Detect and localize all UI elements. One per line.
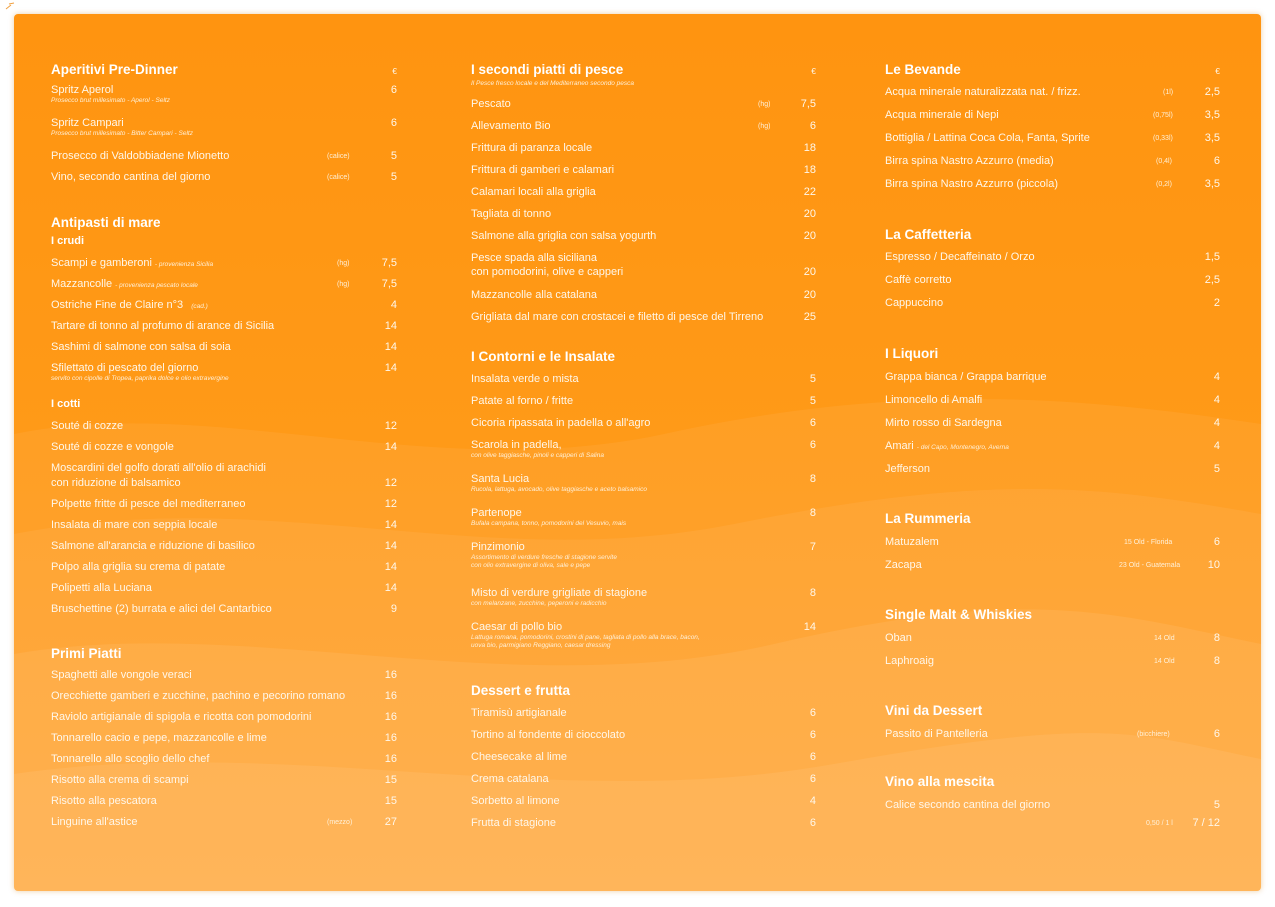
item-price: 8 — [809, 587, 816, 599]
item-description: Prosecco brut millesimato - Aperol - Seltz — [51, 97, 170, 104]
item-name: Salmone alla griglia con salsa yogurth — [471, 230, 657, 242]
item-unit: 14 Old — [1154, 658, 1175, 665]
item-note: - provenienza pescato locale — [115, 282, 198, 289]
item-unit: (0,4l) — [1156, 158, 1172, 165]
item-name: Risotto alla pescatora — [51, 795, 157, 807]
item-price: 2,5 — [1204, 274, 1220, 286]
item-name: Misto di verdure grigliate di stagione — [471, 587, 648, 599]
item-price: 9 — [390, 603, 397, 615]
item-price: 6 — [809, 773, 816, 785]
item-unit: (calice) — [327, 153, 350, 160]
item-name: Vino, secondo cantina del giorno — [51, 171, 211, 183]
item-name: Prosecco di Valdobbiadene Mionetto — [51, 150, 230, 162]
item-price: 25 — [803, 311, 816, 323]
item-name: Zacapa — [885, 559, 922, 571]
item-price: 6 — [809, 707, 816, 719]
item-price: 14 — [803, 621, 816, 633]
section-title: I Liquori — [885, 346, 939, 361]
item-description: Prosecco brut millesimato - Bitter Campari - Seltz — [51, 130, 193, 137]
item-name: Sashimi di salmone con salsa di soia — [51, 341, 231, 353]
item-description: Bufala campana, tonno, pomodorini del Vesuvio, mais — [471, 520, 627, 527]
item-description: servito con cipolle di Tropea, paprika dolce e olio extravergine — [51, 375, 229, 382]
item-price: 6 — [390, 117, 397, 129]
item-unit: 23 Old - Guatemala — [1119, 562, 1181, 569]
item-name: Orecchiette gamberi e zucchine, pachino e pecorino romano — [51, 690, 346, 702]
item-unit: (mezzo) — [327, 819, 353, 826]
item-name: Linguine all'astice — [51, 816, 138, 828]
item-price: 5 — [809, 373, 816, 385]
item-name: Acqua minerale naturalizzata nat. / frizz. — [885, 86, 1081, 98]
item-price: 5 — [390, 150, 397, 162]
item-name-line2: con pomodorini, olive e capperi — [471, 266, 624, 278]
item-description: Rucola, lattuga, avocado, olive taggiasche e aceto balsamico — [471, 486, 647, 493]
item-price: 7 / 12 — [1192, 817, 1220, 829]
item-unit: 0,50 / 1 l — [1146, 820, 1173, 827]
item-price: 5 — [809, 395, 816, 407]
item-name: Spaghetti alle vongole veraci — [51, 669, 192, 681]
item-price: 2 — [1213, 297, 1220, 309]
item-price: 8 — [809, 473, 816, 485]
item-name: Calice secondo cantina del giorno — [885, 799, 1051, 811]
item-price: 20 — [803, 289, 816, 301]
item-name: Souté di cozze — [51, 420, 124, 432]
currency-symbol: € — [1215, 66, 1220, 76]
item-description: con olive taggiasche, pinoli e capperi di Salina — [471, 452, 604, 459]
item-note: (cad.) — [191, 303, 208, 310]
item-name: Santa Lucia — [471, 473, 530, 485]
item-name: Sorbetto al limone — [471, 795, 560, 807]
item-price: 14 — [384, 362, 397, 374]
item-name: Tagliata di tonno — [471, 208, 552, 220]
item-name: Frittura di paranza locale — [471, 142, 593, 154]
menu-sheet — [14, 14, 1261, 891]
item-price: 14 — [384, 582, 397, 594]
item-price: 8 — [809, 507, 816, 519]
item-price: 20 — [803, 208, 816, 220]
item-price: 6 — [809, 817, 816, 829]
item-name: Acqua minerale di Nepi — [885, 109, 999, 121]
item-name: Limoncello di Amalfi — [885, 394, 983, 406]
item-name: Mazzancolle alla catalana — [471, 289, 597, 301]
item-price: 14 — [384, 341, 397, 353]
item-name: Scarola in padella, — [471, 439, 562, 451]
item-name: Polipetti alla Luciana — [51, 582, 152, 594]
item-price: 2,5 — [1204, 86, 1220, 98]
subsection-title: I crudi — [51, 235, 85, 247]
item-price: 18 — [803, 164, 816, 176]
item-price: 1,5 — [1204, 251, 1220, 263]
item-price: 18 — [803, 142, 816, 154]
item-name: Patate al forno / fritte — [471, 395, 574, 407]
item-price: 3,5 — [1204, 109, 1220, 121]
item-note: - del Capo, Montenegro, Averna — [916, 444, 1009, 451]
item-name: Raviolo artigianale di spigola e ricotta con pomodorini — [51, 711, 312, 723]
item-name: Partenope — [471, 507, 522, 519]
item-price: 5 — [1213, 799, 1220, 811]
item-price: 6 — [1213, 728, 1220, 740]
item-name: Grigliata dal mare con crostacei e filetto di pesce del Tirreno — [471, 311, 764, 323]
item-name: Birra spina Nastro Azzurro (media) — [885, 155, 1054, 167]
item-name: Tonnarello cacio e pepe, mazzancolle e lime — [51, 732, 267, 744]
item-name: Grappa bianca / Grappa barrique — [885, 371, 1047, 383]
item-unit: (calice) — [327, 174, 350, 181]
item-price: 6 — [809, 751, 816, 763]
item-name: Amari - del Capo, Montenegro, Averna — [885, 440, 1009, 452]
item-name: Caffè corretto — [885, 274, 952, 286]
item-name: Tonnarello allo scoglio dello chef — [51, 753, 210, 765]
item-price: 4 — [1213, 394, 1220, 406]
item-price: 20 — [803, 230, 816, 242]
item-name: Insalata verde o mista — [471, 373, 579, 385]
item-name: Mazzancolle - provenienza pescato locale — [51, 278, 198, 290]
section-title: I secondi piatti di pesce — [471, 62, 624, 77]
item-description: con melanzane, zucchine, peperoni e radicchio — [471, 600, 607, 607]
section-title: Single Malt & Whiskies — [885, 607, 1033, 622]
item-unit: 15 Old - Florida — [1124, 539, 1173, 546]
item-price: 6 — [1213, 155, 1220, 167]
item-name: Scampi e gamberoni - provenienza Sicilia — [51, 257, 214, 269]
item-price: 14 — [384, 561, 397, 573]
item-unit: 14 Old — [1154, 635, 1175, 642]
item-name: Tortino al fondente di cioccolato — [471, 729, 626, 741]
item-name: Oban — [885, 632, 912, 644]
item-name: Tiramisù artigianale — [471, 707, 567, 719]
item-name: Salmone all'arancia e riduzione di basilico — [51, 540, 255, 552]
item-price: 7 — [809, 541, 816, 553]
item-name: Matuzalem — [885, 536, 939, 548]
item-name: Cappuccino — [885, 297, 944, 309]
item-price: 6 — [390, 84, 397, 96]
item-unit: (bicchiere) — [1137, 731, 1170, 738]
item-price: 7,5 — [381, 257, 397, 269]
item-name: Cheesecake al lime — [471, 751, 567, 763]
item-name: Espresso / Decaffeinato / Orzo — [885, 251, 1035, 263]
item-name: Risotto alla crema di scampi — [51, 774, 189, 786]
item-price: 6 — [809, 120, 816, 132]
item-description-line2: con olio extravergine di oliva, sale e pepe — [471, 562, 591, 569]
item-price: 4 — [1213, 417, 1220, 429]
item-price: 16 — [384, 669, 397, 681]
item-price: 14 — [384, 540, 397, 552]
item-name: Pinzimonio — [471, 541, 525, 553]
item-name: Tartare di tonno al profumo di arance di Sicilia — [51, 320, 275, 332]
item-name: Calamari locali alla griglia — [471, 186, 596, 198]
item-price: 12 — [384, 498, 397, 510]
item-name-line2: con riduzione di balsamico — [51, 477, 181, 489]
item-name: Bottiglia / Lattina Coca Cola, Fanta, Sprite — [885, 132, 1090, 144]
item-description-line2: uova bio, parmigiano Reggiano, caesar dressing — [471, 642, 611, 649]
item-price: 16 — [384, 753, 397, 765]
item-price: 6 — [809, 439, 816, 451]
item-price: 16 — [384, 711, 397, 723]
item-description: Assortimento di verdure fresche di stagione servite — [471, 554, 617, 561]
section-title: La Rummeria — [885, 511, 971, 526]
item-price: 4 — [809, 795, 816, 807]
item-name: Frittura di gamberi e calamari — [471, 164, 615, 176]
item-price: 3,5 — [1204, 132, 1220, 144]
currency-symbol: € — [811, 66, 816, 76]
item-name: Pescato — [471, 98, 511, 110]
item-price: 7,5 — [381, 278, 397, 290]
item-name: Bruschettine (2) burrata e alici del Cantarbico — [51, 603, 272, 615]
item-name: Crema catalana — [471, 773, 549, 785]
item-price: 12 — [384, 420, 397, 432]
item-name: Cicoria ripassata in padella o all'agro — [471, 417, 651, 429]
item-price: 16 — [384, 732, 397, 744]
item-name: Polpette fritte di pesce del mediterraneo — [51, 498, 246, 510]
item-price: 14 — [384, 441, 397, 453]
item-name: Moscardini del golfo dorati all'olio di arachidi — [51, 462, 266, 474]
item-price: 4 — [1213, 440, 1220, 452]
item-name: Passito di Pantelleria — [885, 728, 988, 740]
item-price: 16 — [384, 690, 397, 702]
item-unit: (hg) — [758, 123, 771, 130]
item-name: Sfilettato di pescato del giorno — [51, 362, 199, 374]
item-price: 5 — [390, 171, 397, 183]
section-title: Aperitivi Pre-Dinner — [51, 62, 178, 77]
item-name: Jefferson — [885, 463, 931, 475]
item-name: Mirto rosso di Sardegna — [885, 417, 1002, 429]
currency-symbol: € — [392, 66, 397, 76]
item-name: Caesar di pollo bio — [471, 621, 563, 633]
item-name: Polpo alla griglia su crema di patate — [51, 561, 226, 573]
item-unit: (hg) — [758, 101, 771, 108]
item-name: Frutta di stagione — [471, 817, 556, 829]
item-price: 22 — [803, 186, 816, 198]
item-price: 27 — [384, 816, 397, 828]
item-price: 4 — [1213, 371, 1220, 383]
item-name: Spritz Aperol — [51, 84, 114, 96]
item-unit: (0,2l) — [1156, 181, 1172, 188]
subsection-title: I cotti — [51, 398, 81, 410]
item-name: Ostriche Fine de Claire n°3 (cad.) — [51, 299, 208, 311]
item-price: 14 — [384, 320, 397, 332]
item-unit: (hg) — [337, 260, 350, 267]
item-note: - provenienza Sicilia — [154, 261, 214, 268]
item-unit: (hg) — [337, 281, 350, 288]
item-unit: (0,75l) — [1153, 112, 1173, 119]
item-price: 12 — [384, 477, 397, 489]
item-name: Pesce spada alla siciliana — [471, 252, 597, 264]
item-price: 4 — [390, 299, 397, 311]
section-title: Vino alla mescita — [885, 774, 995, 789]
section-title: La Caffetteria — [885, 227, 972, 242]
item-name: Insalata di mare con seppia locale — [51, 519, 218, 531]
item-name: Laphroaig — [885, 655, 934, 667]
item-name: Souté di cozze e vongole — [51, 441, 174, 453]
section-title: Antipasti di mare — [51, 215, 161, 230]
item-price: 6 — [809, 729, 816, 741]
item-price: 15 — [384, 774, 397, 786]
item-price: 7,5 — [800, 98, 816, 110]
item-price: 10 — [1207, 559, 1220, 571]
item-name: Spritz Campari — [51, 117, 124, 129]
item-price: 5 — [1213, 463, 1220, 475]
corner-mark-icon — [5, 2, 17, 10]
item-price: 6 — [809, 417, 816, 429]
section-title: I Contorni e le Insalate — [471, 349, 616, 364]
section-title: Le Bevande — [885, 62, 961, 77]
item-unit: (1l) — [1163, 89, 1174, 96]
item-price: 8 — [1213, 632, 1220, 644]
item-price: 20 — [803, 266, 816, 278]
item-price: 3,5 — [1204, 178, 1220, 190]
item-description: Lattuga romana, pomodorini, crostini di pane, tagliata di pollo alla brace, bacon, — [471, 634, 700, 641]
item-price: 6 — [1213, 536, 1220, 548]
item-name: Birra spina Nastro Azzurro (piccola) — [885, 178, 1059, 190]
section-title: Primi Piatti — [51, 646, 122, 661]
section-title: Vini da Dessert — [885, 703, 983, 718]
item-price: 15 — [384, 795, 397, 807]
section-title: Dessert e frutta — [471, 683, 571, 698]
item-price: 8 — [1213, 655, 1220, 667]
item-price: 14 — [384, 519, 397, 531]
item-unit: (0,33l) — [1153, 135, 1173, 142]
section-subtitle: Il Pesce fresco locale e del Mediterraneo secondo pesca — [471, 80, 634, 87]
item-name: Allevamento Bio — [471, 120, 551, 132]
